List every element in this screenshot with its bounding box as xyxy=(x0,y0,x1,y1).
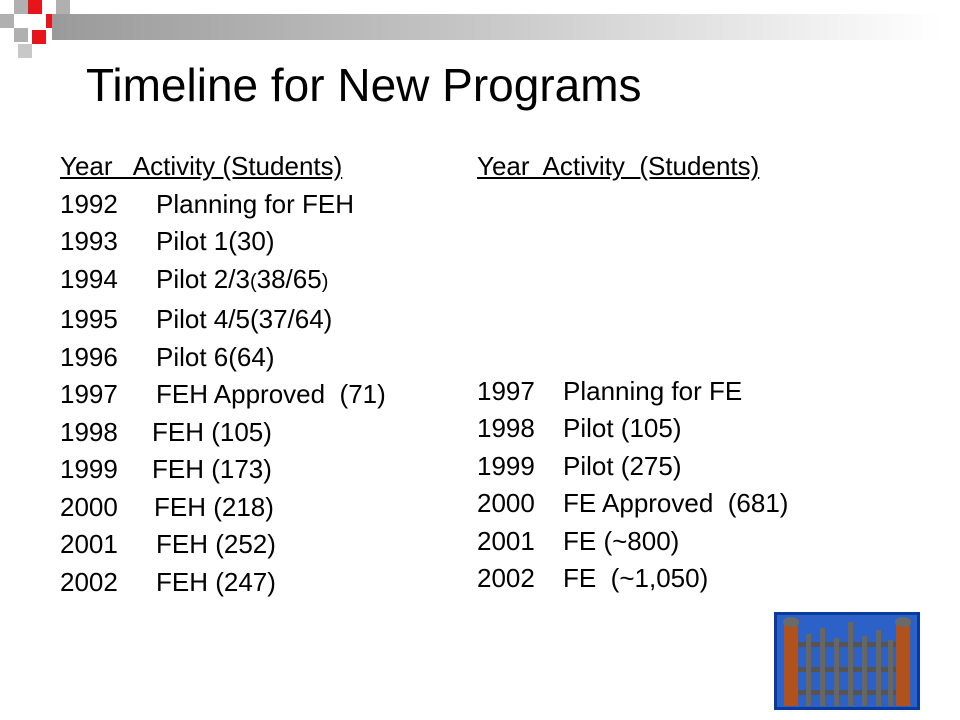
row-activity: FEH (218) xyxy=(154,491,274,522)
timeline-row xyxy=(477,485,788,523)
timeline-row xyxy=(477,410,788,448)
timeline-row xyxy=(60,186,386,224)
row-activity-paren-open: ( xyxy=(249,270,257,293)
timeline-row xyxy=(60,261,386,302)
row-activity: FE Approved (681) xyxy=(563,488,789,518)
gate-rail-bottom xyxy=(798,690,896,695)
row-activity: FEH Approved (71) xyxy=(156,379,386,409)
row-activity-values: 38/65 xyxy=(256,263,322,294)
timeline-row xyxy=(477,560,788,598)
row-year: 1996 xyxy=(60,341,118,372)
corner-square-gray xyxy=(0,14,14,28)
left-column-header: Year Activity (Students) xyxy=(60,151,343,181)
pillar-cap-left xyxy=(783,617,799,627)
timeline-left-column xyxy=(60,148,386,601)
row-year: 1999 xyxy=(60,454,118,484)
timeline-row xyxy=(477,373,788,411)
row-year: 2001 xyxy=(477,525,535,556)
row-year: 1999 xyxy=(477,450,535,481)
gate-bar xyxy=(862,636,867,706)
row-activity-paren-close: ) xyxy=(321,270,329,293)
row-activity: Pilot 4/5(37/64) xyxy=(156,304,333,334)
row-activity: Pilot (275) xyxy=(563,450,682,481)
timeline-row xyxy=(60,301,386,339)
iron-gate-logo-icon xyxy=(774,612,920,710)
gate-bar xyxy=(876,630,881,706)
gate-rail-top xyxy=(798,642,896,647)
row-year: 2000 xyxy=(477,488,535,518)
row-year: 1998 xyxy=(60,416,118,447)
gate-bar xyxy=(834,638,839,706)
timeline-row xyxy=(477,523,788,561)
row-activity: Pilot 1(30) xyxy=(156,226,275,256)
row-year: 1998 xyxy=(477,413,535,443)
row-year: 2000 xyxy=(60,491,118,522)
gate-bar xyxy=(848,622,853,706)
pillar-cap-right xyxy=(895,617,911,627)
right-column-header: Year Activity (Students) xyxy=(477,151,760,181)
row-year: 2001 xyxy=(60,529,118,559)
timeline-row xyxy=(60,564,386,602)
row-activity: FEH (247) xyxy=(156,566,276,597)
corner-square-gray xyxy=(14,28,28,42)
row-activity: Pilot 6(64) xyxy=(156,341,275,372)
timeline-row xyxy=(60,526,386,564)
right-column-gap xyxy=(477,186,788,373)
timeline-row xyxy=(60,223,386,261)
timeline-row xyxy=(60,339,386,377)
corner-square-gray xyxy=(14,0,28,14)
timeline-row xyxy=(60,489,386,527)
corner-square-gray xyxy=(18,44,32,58)
row-activity: FE (~800) xyxy=(563,525,680,556)
gate-pillar-left xyxy=(784,624,798,706)
row-activity: FE (~1,050) xyxy=(563,563,709,593)
timeline-row xyxy=(60,451,386,489)
row-year: 1992 xyxy=(60,188,118,219)
row-activity: Pilot 2/3 xyxy=(156,263,250,294)
row-year: 1997 xyxy=(477,375,535,406)
row-year: 1994 xyxy=(60,263,118,294)
corner-square-gray xyxy=(56,0,70,14)
gate-bar xyxy=(820,628,825,706)
row-activity: FEH (173) xyxy=(152,454,272,484)
gate-bar xyxy=(888,640,893,706)
row-year: 1993 xyxy=(60,226,118,256)
row-activity: FEH (105) xyxy=(152,416,272,447)
row-activity: FEH (252) xyxy=(156,529,276,559)
corner-square-red xyxy=(32,30,46,44)
row-activity: Pilot (105) xyxy=(563,413,682,443)
timeline-row xyxy=(477,448,788,486)
row-activity: Planning for FE xyxy=(563,375,743,406)
row-year: 1995 xyxy=(60,304,118,334)
row-year: 2002 xyxy=(477,563,535,593)
timeline-row xyxy=(60,414,386,452)
gate-rail-mid xyxy=(798,667,896,672)
title-gradient-bar xyxy=(52,14,942,40)
gate-bar xyxy=(806,634,811,706)
row-activity: Planning for FEH xyxy=(156,188,354,219)
timeline-right-column xyxy=(477,148,788,598)
timeline-row xyxy=(60,376,386,414)
row-year: 1997 xyxy=(60,379,118,409)
gate-pillar-right xyxy=(896,624,910,706)
slide-title: Timeline for New Programs xyxy=(86,59,642,111)
corner-square-red xyxy=(28,0,42,14)
row-year: 2002 xyxy=(60,566,118,597)
